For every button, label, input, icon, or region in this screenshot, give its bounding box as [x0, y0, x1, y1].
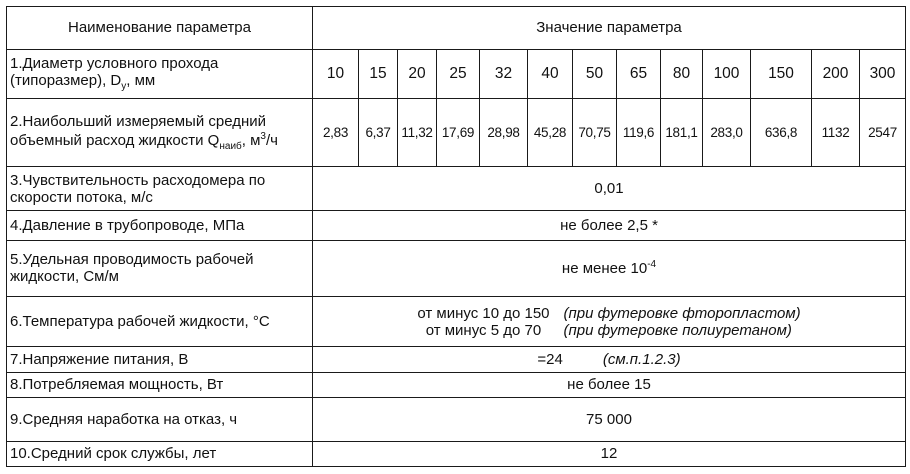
diameter-value-cell: 150 [751, 49, 812, 98]
flow-value-cell: 2,83 [313, 99, 359, 167]
voltage-label: 7.Напряжение питания, В [7, 347, 313, 372]
diameter-value-cell: 20 [398, 49, 437, 98]
flow-value-cell: 181,1 [661, 99, 703, 167]
diameter-value-cell: 50 [573, 49, 617, 98]
pressure-value: не более 2,5 * [313, 211, 906, 240]
parameter-name-header: Наименование параметра [7, 7, 313, 50]
diameter-value-cell: 10 [313, 49, 359, 98]
lifetime-label: 10.Средний срок службы, лет [7, 441, 313, 466]
diameter-value-cell: 80 [661, 49, 703, 98]
diameter-value-cell: 65 [617, 49, 661, 98]
mtbf-value: 75 000 [313, 397, 906, 441]
diameter-row [7, 49, 906, 98]
diameter-value-cell: 25 [437, 49, 480, 98]
mtbf-row [7, 397, 906, 441]
flow-value-cell: 2547 [860, 99, 906, 167]
diameter-value-cell: 100 [703, 49, 751, 98]
lifetime-row [7, 441, 906, 466]
flow-value-cell: 119,6 [617, 99, 661, 167]
temperature-range-1: от минус 10 до 150 [417, 304, 550, 322]
power-label: 8.Потребляемая мощность, Вт [7, 372, 313, 397]
header-row [7, 7, 906, 50]
power-value: не более 15 [313, 372, 906, 397]
temperature-value [313, 297, 906, 347]
parameter-value-header: Значение параметра [313, 7, 906, 50]
flow-row [7, 99, 906, 167]
voltage-value [313, 347, 906, 372]
temperature-note-1: (при футеровке фторопластом) [563, 304, 801, 322]
temperature-range-2: от минус 5 до 70 [425, 321, 542, 339]
conductivity-label: 5.Удельная проводимость рабочей жидкости, См/м [7, 240, 313, 297]
conductivity-row [7, 240, 906, 297]
voltage-note: (см.п.1.2.3) [602, 350, 681, 368]
flow-value-cell: 11,32 [398, 99, 437, 167]
sensitivity-value: 0,01 [313, 167, 906, 211]
flow-value-cell: 17,69 [437, 99, 480, 167]
voltage-row [7, 347, 906, 372]
power-row [7, 372, 906, 397]
diameter-value-cell: 32 [480, 49, 528, 98]
temperature-note-2: (при футеровке полиуретаном) [563, 321, 792, 339]
diameter-label: 1.Диаметр условного прохода (типоразмер), $D_у$, мм [7, 49, 313, 98]
sensitivity-label: 3.Чувствительность расходомера по скорости потока, м/с [7, 167, 313, 211]
flow-value-cell: 70,75 [573, 99, 617, 167]
flow-value-cell: 1132 [812, 99, 860, 167]
flow-value-cell: 636,8 [751, 99, 812, 167]
conductivity-value: не менее $10^{-4}$ [313, 240, 906, 297]
pressure-label: 4.Давление в трубопроводе, МПа [7, 211, 313, 240]
flow-value-cell: 6,37 [359, 99, 398, 167]
diameter-value-cell: 300 [860, 49, 906, 98]
lifetime-value: 12 [313, 441, 906, 466]
flow-value-cell: 283,0 [703, 99, 751, 167]
flow-value-cell: 28,98 [480, 99, 528, 167]
parameter-table [6, 6, 906, 467]
diameter-value-cell: 40 [528, 49, 573, 98]
pressure-row [7, 211, 906, 240]
mtbf-label: 9.Средняя наработка на отказ, ч [7, 397, 313, 441]
sensitivity-row [7, 167, 906, 211]
flow-value-cell: 45,28 [528, 99, 573, 167]
temperature-label: 6.Температура рабочей жидкости, °С [7, 297, 313, 347]
diameter-value-cell: 200 [812, 49, 860, 98]
voltage-amount: =24 [537, 350, 563, 368]
flow-label: 2.Наибольший измеряемый средний объемный расход жидкости $Q_{наиб}$, $м^3/ч$ [7, 99, 313, 167]
diameter-value-cell: 15 [359, 49, 398, 98]
temperature-row [7, 297, 906, 347]
